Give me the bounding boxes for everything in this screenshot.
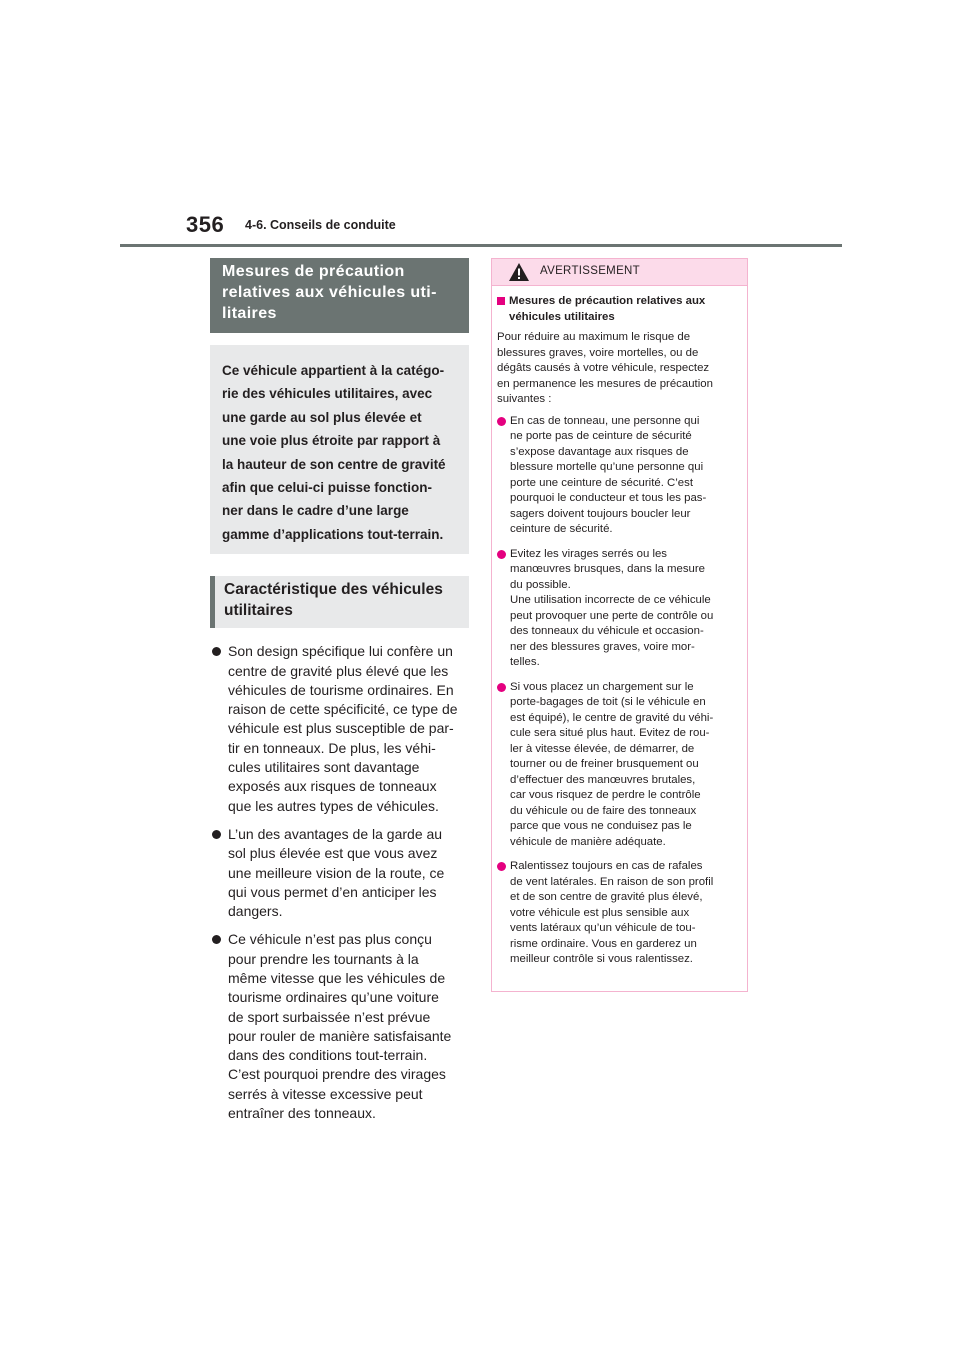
subheading-line: utilitaires: [224, 602, 293, 620]
warning-line: peut provoquer une perte de contrôle ou: [510, 609, 714, 622]
warning-line: de vent latérales. En raison de son profil: [510, 875, 714, 888]
warning-line: vents latéraux qu’un véhicule de tou-: [510, 922, 696, 934]
warning-line: est équipé), le centre de gravité du véhi-: [510, 711, 714, 724]
list-line: tourisme ordinaires qu’une voiture: [228, 989, 439, 1006]
warning-line: telles.: [510, 656, 540, 668]
bullet-icon: [497, 683, 506, 692]
left-column: [210, 258, 469, 1132]
warning-intro-line: en permanence les mesures de précaution: [497, 377, 713, 390]
subheading-line: Caractéristique des véhicules: [224, 581, 443, 599]
warning-line: cule sera situé plus haut. Evitez de rou-: [510, 727, 710, 739]
warning-line: pourquoi le conducteur et tous les pas-: [510, 492, 707, 504]
bullet-icon: [497, 862, 506, 871]
warning-line: ceinture de sécurité.: [510, 523, 613, 535]
warning-line: risme ordinaire. Vous en garderez un: [510, 937, 697, 950]
warning-box: [491, 258, 748, 992]
heading-line: litaires: [222, 305, 277, 322]
list-line: pour rouler de manière satisfaisante: [228, 1027, 452, 1044]
list-line: une meilleure vision de la route, ce: [228, 864, 445, 881]
section-title: 4-6. Conseils de conduite: [245, 218, 396, 232]
warning-header: [492, 259, 747, 286]
warning-line: et de son centre de gravité plus élevé,: [510, 891, 703, 903]
warning-line: blessure mortelle qu’une personne qui: [510, 461, 704, 473]
bullet-icon: [497, 417, 506, 426]
warning-line: Ralentissez toujours en cas de rafales: [510, 860, 703, 872]
warning-intro: [497, 330, 739, 408]
warning-line: du véhicule ou de faire des tonneaux: [510, 804, 697, 817]
list-line: même vitesse que les véhicules de: [228, 970, 446, 986]
subheading-box: [210, 576, 469, 628]
warning-line: Evitez les virages serrés ou les: [510, 547, 667, 560]
intro-box: [210, 345, 469, 554]
warning-heading-line: véhicules utilitaires: [509, 310, 615, 323]
list-line: véhicule est plus susceptible de par-: [228, 720, 454, 737]
warning-line: d’effectuer des manœuvres brutales,: [510, 773, 696, 786]
intro-line: Ce véhicule appartient à la catégo-: [222, 363, 445, 378]
bullet-icon: [212, 830, 221, 839]
warning-heading: [497, 294, 739, 325]
intro-line: rie des véhicules utilitaires, avec: [222, 386, 433, 402]
list-line: sol plus élevée est que vous avez: [228, 845, 438, 862]
list-line: véhicules de tourisme ordinaires. En: [228, 681, 454, 698]
warning-line: meilleur contrôle si vous ralentissez.: [510, 953, 693, 965]
list-line: de sport surbaissée n’est prévue: [228, 1008, 431, 1025]
square-bullet-icon: [497, 297, 505, 305]
list-line: raison de cette spécificité, ce type de: [228, 701, 458, 718]
list-item: [497, 414, 739, 538]
warning-intro-line: Pour réduire au maximum le risque de: [497, 331, 691, 343]
warning-line: véhicule de manière adéquate.: [510, 835, 666, 848]
intro-line: une garde au sol plus élevée et: [222, 409, 422, 425]
list-line: dangers.: [228, 903, 283, 920]
list-item: [210, 930, 478, 1123]
list-line: pour prendre les tournants à la: [228, 950, 419, 967]
warning-intro-line: dégâts causés à votre véhicule, respectez: [497, 362, 710, 374]
warning-line: du possible.: [510, 578, 571, 591]
warning-line: manœuvres brusques, dans la mesure: [510, 563, 705, 575]
warning-line: tourner ou de freiner brusquement ou: [510, 758, 699, 770]
warning-line: porte-bagages de toit (si le véhicule en: [510, 696, 706, 708]
list-line: centre de gravité plus élevé que les: [228, 662, 449, 679]
list-line: C’est pourquoi prendre des virages: [228, 1066, 446, 1083]
feature-list: [210, 642, 469, 1123]
warning-line: parce que vous ne conduisez pas le: [510, 820, 692, 832]
intro-line: ner dans le cadre d’une large: [222, 503, 409, 519]
warning-line: ler à vitesse élevée, de démarrer, de: [510, 742, 695, 755]
warning-line: Une utilisation incorrecte de ce véhicule: [510, 594, 711, 606]
list-line: tir en tonneaux. De plus, les véhi-: [228, 739, 436, 756]
intro-line: afin que celui-ci puisse fonction-: [222, 480, 433, 496]
bullet-icon: [497, 550, 506, 559]
list-line: cules utilitaires sont davantage: [228, 759, 420, 776]
list-line: entraîner des tonneaux.: [228, 1105, 376, 1122]
warning-line: votre véhicule est plus sensible aux: [510, 906, 690, 919]
warning-heading-line: Mesures de précaution relatives aux: [509, 295, 706, 307]
list-item: [210, 642, 478, 816]
bullet-icon: [212, 935, 221, 944]
intro-line: une voie plus étroite par rapport à: [222, 433, 441, 449]
warning-line: s’expose davantage aux risques de: [510, 445, 689, 458]
warning-body: [492, 286, 747, 968]
warning-triangle-icon: [508, 262, 530, 282]
heading-line: Mesures de précaution: [222, 263, 405, 280]
warning-line: porte une ceinture de sécurité. C’est: [510, 476, 693, 489]
list-line: Ce véhicule n’est pas plus conçu: [228, 931, 432, 948]
warning-line: En cas de tonneau, une personne qui: [510, 414, 700, 427]
warning-intro-line: blessures graves, voire mortelles, ou de: [497, 346, 699, 359]
list-line: Son design spécifique lui confère un: [228, 643, 453, 660]
list-item: [497, 680, 739, 851]
page-number: 356: [186, 212, 225, 237]
list-item: [497, 547, 739, 671]
list-line: qui vous permet d’en anticiper les: [228, 883, 437, 900]
list-item: [210, 825, 478, 921]
warning-line: ne porte pas de ceinture de sécurité: [510, 430, 692, 442]
warning-line: ner des blessures graves, voire mor-: [510, 640, 695, 653]
warning-list: [497, 414, 739, 968]
section-heading-box: [210, 258, 469, 333]
warning-line: sagers doivent toujours boucler leur: [510, 507, 691, 520]
warning-line: des tonneaux du véhicule et occasion-: [510, 625, 704, 637]
list-line: L’un des avantages de la garde au: [228, 825, 443, 842]
intro-line: gamme d’applications tout-terrain.: [222, 526, 444, 542]
list-line: dans des conditions tout-terrain.: [228, 1047, 428, 1064]
warning-title: AVERTISSEMENT: [540, 265, 640, 277]
heading-line: relatives aux véhicules uti-: [222, 284, 437, 301]
list-line: exposés aux risques de tonneaux: [228, 778, 437, 795]
list-item: [497, 859, 739, 968]
header-rule: [120, 244, 842, 247]
warning-intro-line: suivantes :: [497, 393, 552, 405]
intro-line: la hauteur de son centre de gravité: [222, 456, 446, 472]
warning-line: Si vous placez un chargement sur le: [510, 680, 694, 693]
warning-line: car vous risquez de perdre le contrôle: [510, 789, 701, 801]
list-line: que les autres types de véhicules.: [228, 797, 439, 814]
list-line: serrés à vitesse excessive peut: [228, 1085, 423, 1102]
bullet-icon: [212, 647, 221, 656]
